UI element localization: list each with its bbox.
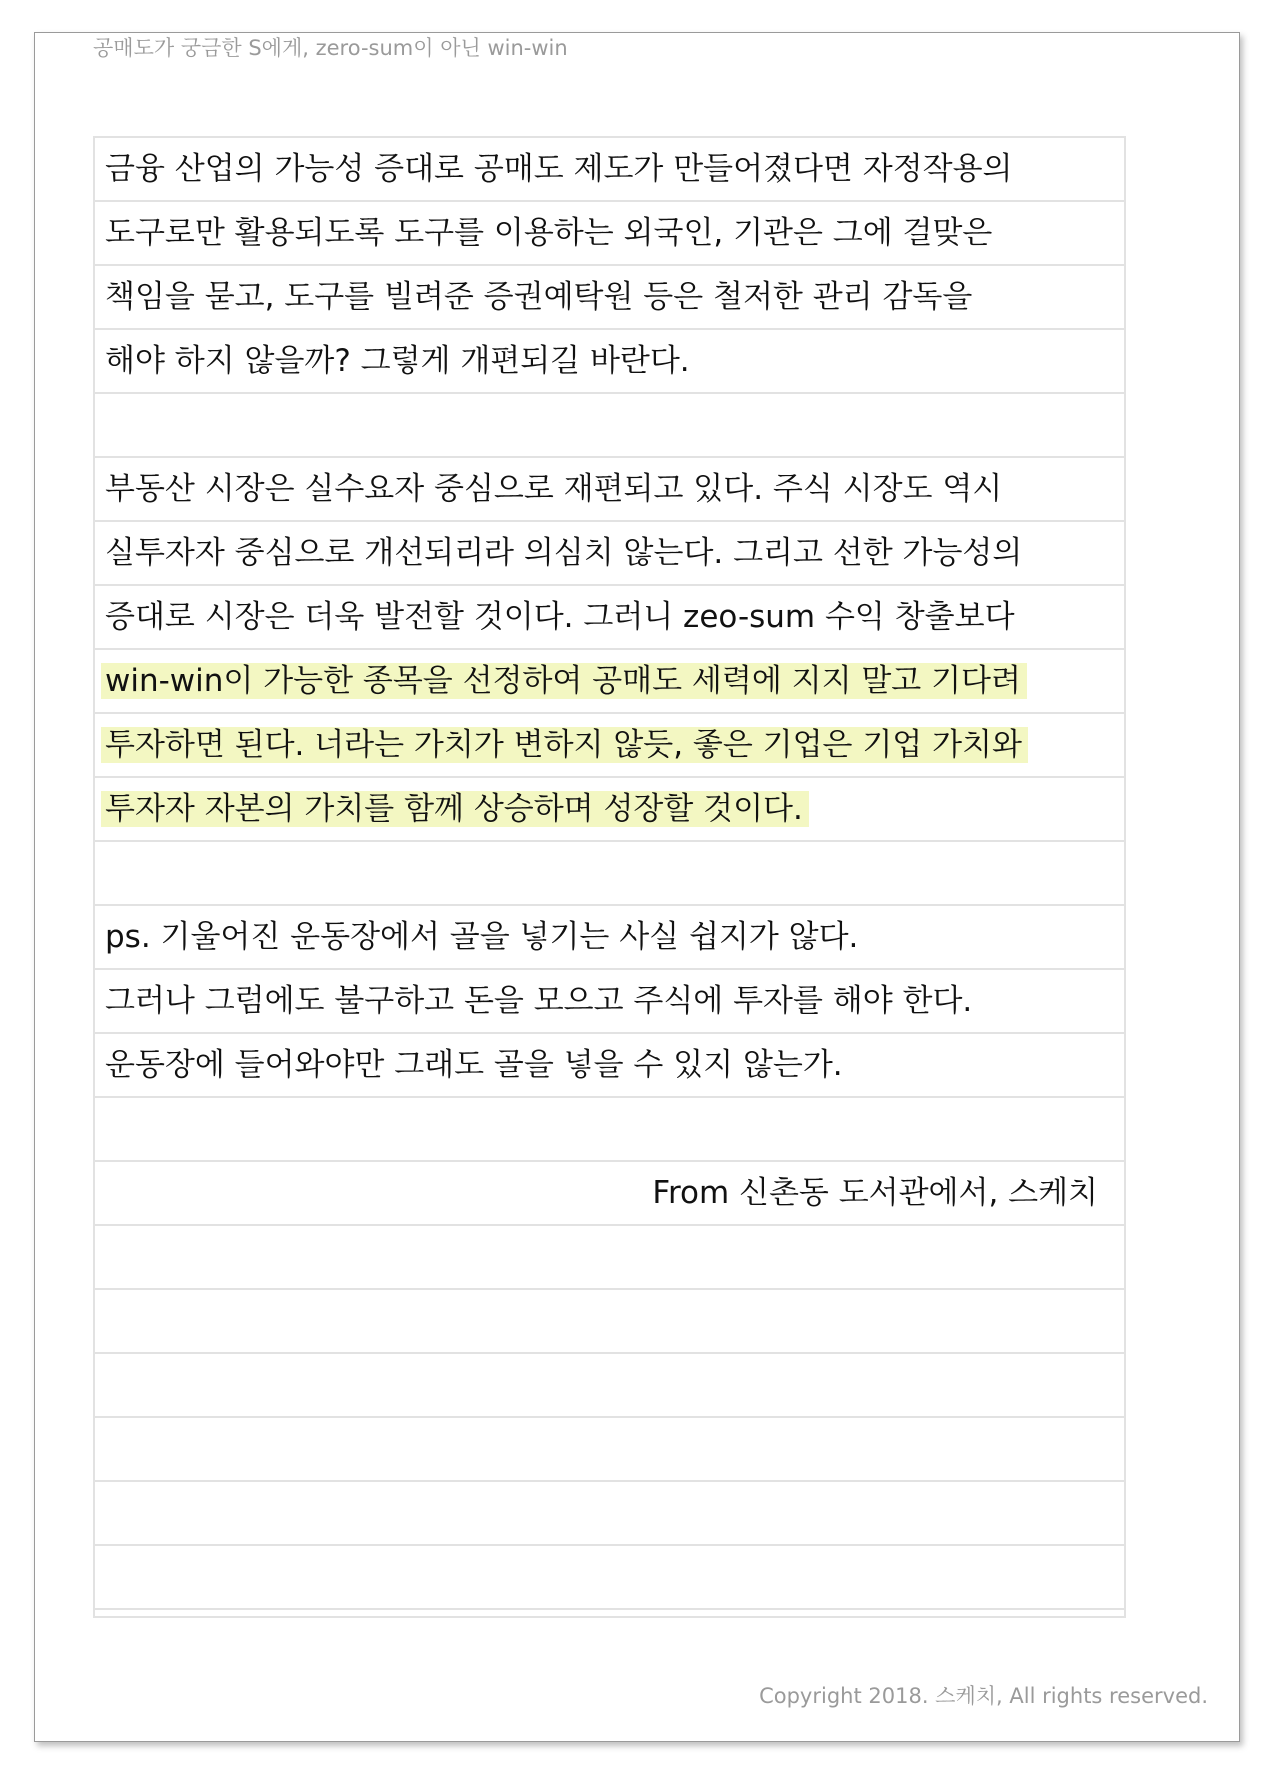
body-line: 실투자자 중심으로 개선되리라 의심치 않는다. 그리고 선한 가능성의 (105, 535, 1023, 571)
highlighted-line (105, 720, 1028, 770)
body-line: 부동산 시장은 실수요자 중심으로 재편되고 있다. 주식 시장도 역시 (105, 471, 1003, 507)
highlight-mark: 투자하면 된다. 너라는 가치가 변하지 않듯, 좋은 기업은 기업 가치와 (101, 727, 1028, 763)
signature: From 신촌동 도서관에서, 스케치 (652, 1175, 1098, 1211)
body-line: 증대로 시장은 더욱 발전할 것이다. 그러니 zeo-sum 수익 창출보다 (105, 599, 1015, 635)
body-line: 해야 하지 않을까? 그렇게 개편되길 바란다. (105, 343, 690, 379)
body-line: 도구로만 활용되도록 도구를 이용하는 외국인, 기관은 그에 걸맞은 (105, 215, 993, 251)
copyright-footer: Copyright 2018. 스케치, All rights reserved. (759, 1684, 1208, 1708)
highlight-mark: win-win이 가능한 종목을 선정하여 공매도 세력에 지지 말고 기다려 (101, 663, 1027, 699)
postscript-line: 그러나 그럼에도 불구하고 돈을 모으고 주식에 투자를 해야 한다. (105, 983, 973, 1019)
body-line: 금융 산업의 가능성 증대로 공매도 제도가 만들어졌다면 자정작용의 (105, 151, 1013, 187)
ruled-sheet (93, 136, 1126, 1618)
postscript-line: 운동장에 들어와야만 그래도 골을 넣을 수 있지 않는가. (105, 1047, 843, 1083)
body-line: 책임을 묻고, 도구를 빌려준 증권예탁원 등은 철저한 관리 감독을 (105, 279, 973, 315)
highlighted-line (105, 784, 809, 834)
highlight-mark: 투자자 자본의 가치를 함께 상승하며 성장할 것이다. (101, 791, 809, 827)
page-header-title: 공매도가 궁금한 S에게, zero-sum이 아닌 win-win (93, 36, 568, 60)
postscript-line: ps. 기울어진 운동장에서 골을 넣기는 사실 쉽지가 않다. (105, 919, 859, 955)
highlighted-line (105, 656, 1027, 706)
